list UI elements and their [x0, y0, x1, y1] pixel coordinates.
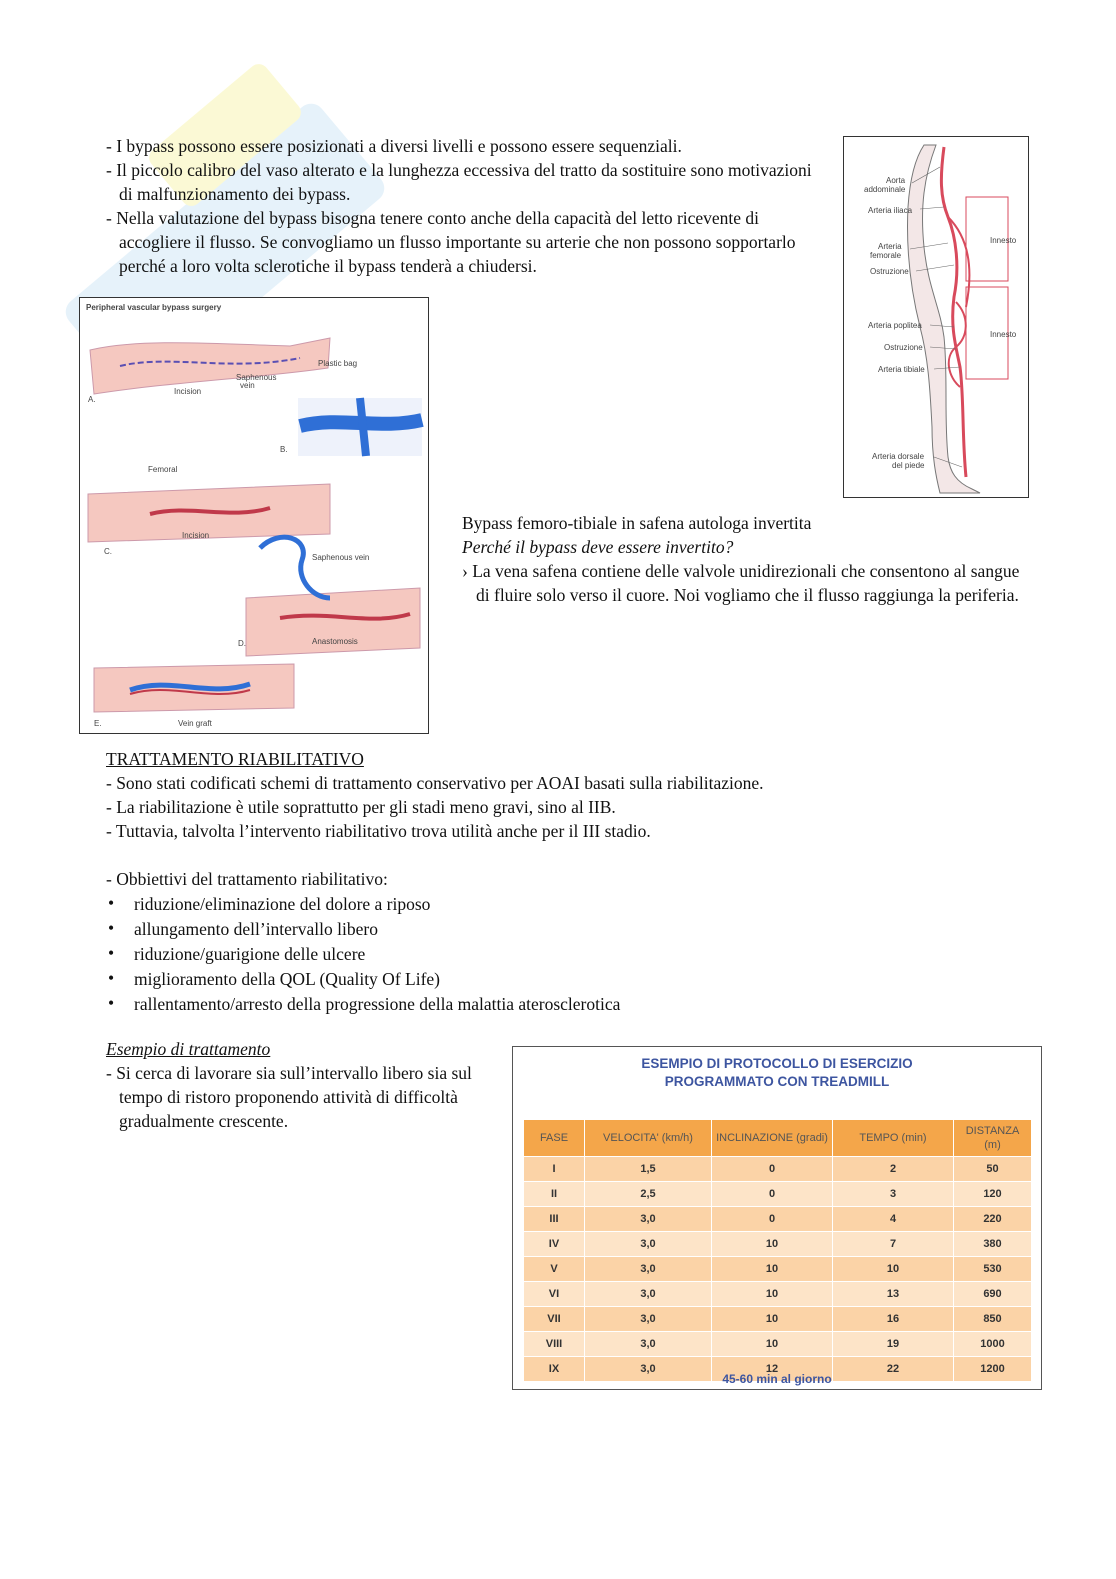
- col-header-inclinazione: INCLINAZIONE (gradi): [712, 1120, 833, 1157]
- table-cell: 10: [712, 1257, 833, 1282]
- table-cell: 3,0: [585, 1307, 712, 1332]
- objective-item: • riduzione/eliminazione del dolore a riposo: [96, 891, 926, 916]
- table-cell: 1,5: [585, 1157, 712, 1182]
- label-saphenous-2: vein: [240, 381, 255, 390]
- label-femorale-2: femorale: [870, 251, 902, 260]
- col-header-fase: FASE: [524, 1120, 585, 1157]
- col-header-distanza: DISTANZA (m): [954, 1120, 1032, 1157]
- protocol-table-figure: [512, 1046, 1042, 1390]
- example-section: [106, 1037, 486, 1133]
- table-cell: VI: [524, 1282, 585, 1307]
- objectives-intro: - Obbiettivi del trattamento riabilitativo:: [106, 869, 388, 889]
- table-cell: 0: [712, 1207, 833, 1232]
- table-row: [524, 1182, 1032, 1207]
- label-d: D.: [238, 639, 246, 648]
- label-b: B.: [280, 445, 288, 454]
- table-cell: II: [524, 1182, 585, 1207]
- table-cell: 3: [833, 1182, 954, 1207]
- surgery-caption: [462, 511, 1022, 607]
- table-cell: 1200: [954, 1357, 1032, 1382]
- table-cell: 50: [954, 1157, 1032, 1182]
- caption-title: Bypass femoro-tibiale in safena autologa invertita: [462, 513, 812, 533]
- table-row: [524, 1282, 1032, 1307]
- label-innesto-1: Innesto: [990, 236, 1017, 245]
- label-incision: Incision: [174, 387, 202, 396]
- table-cell: III: [524, 1207, 585, 1232]
- table-cell: 7: [833, 1232, 954, 1257]
- label-innesto-2: Innesto: [990, 330, 1017, 339]
- table-cell: 10: [712, 1332, 833, 1357]
- example-text: - Si cerca di lavorare sia sull’intervallo libero sia sul tempo di ristoro proponendo attività di difficoltà gradualmente crescente.: [106, 1063, 472, 1131]
- protocol-footer: 45-60 min al giorno: [722, 1372, 832, 1386]
- objective-item: • miglioramento della QOL (Quality Of Life): [96, 966, 926, 991]
- protocol-title-line2: PROGRAMMATO CON TREADMILL: [664, 1074, 890, 1089]
- table-cell: 220: [954, 1207, 1032, 1232]
- table-cell: 3,0: [585, 1257, 712, 1282]
- table-cell: 850: [954, 1307, 1032, 1332]
- label-poplitea: Arteria poplitea: [868, 321, 922, 330]
- leg-anatomy-figure: [843, 136, 1029, 498]
- protocol-title-line1: ESEMPIO DI PROTOCOLLO DI ESERCIZIO: [641, 1056, 913, 1071]
- intro-item: - Il piccolo calibro del vaso alterato e la lunghezza eccessiva del tratto da sostituire sono motivazioni di malfunzionamento dei bypass.: [106, 160, 812, 204]
- label-dorsale-2: del piede: [892, 461, 925, 470]
- col-header-tempo: TEMPO (min): [833, 1120, 954, 1157]
- table-cell: 3,0: [585, 1207, 712, 1232]
- objective-item: • rallentamento/arresto della progressione della malattia aterosclerotica: [96, 991, 926, 1016]
- intro-list: [106, 134, 816, 278]
- label-vein-graft: Vein graft: [178, 719, 212, 728]
- table-cell: IV: [524, 1232, 585, 1257]
- table-cell: 19: [833, 1332, 954, 1357]
- label-femoral: Femoral: [148, 465, 178, 474]
- label-e: E.: [94, 719, 102, 728]
- protocol-title: [513, 1055, 1041, 1091]
- rehab-heading: TRATTAMENTO RIABILITATIVO: [106, 749, 364, 769]
- table-cell: 1000: [954, 1332, 1032, 1357]
- label-ostruzione-2: Ostruzione: [884, 343, 923, 352]
- table-cell: I: [524, 1157, 585, 1182]
- label-saphenous: Saphenous: [236, 373, 277, 382]
- table-cell: 12: [712, 1357, 833, 1382]
- example-heading: Esempio di trattamento: [106, 1039, 271, 1059]
- table-cell: 3,0: [585, 1282, 712, 1307]
- table-cell: 3,0: [585, 1357, 712, 1382]
- table-cell: 22: [833, 1357, 954, 1382]
- table-cell: 120: [954, 1182, 1032, 1207]
- surgery-figure: [79, 297, 429, 734]
- table-cell: 16: [833, 1307, 954, 1332]
- table-cell: 10: [712, 1307, 833, 1332]
- intro-item: - Nella valutazione del bypass bisogna tenere conto anche della capacità del letto ricevente di accogliere il flusso. Se convogliamo un flusso importante su arterie che non possono sopportarlo perché a loro volta sclerotiche il bypass tenderà a chiudersi.: [106, 208, 796, 276]
- table-cell: 380: [954, 1232, 1032, 1257]
- protocol-table-body: [524, 1157, 1032, 1382]
- label-incision-2: Incision: [182, 531, 210, 540]
- table-cell: 2: [833, 1157, 954, 1182]
- label-femorale: Arteria: [878, 242, 902, 251]
- table-cell: 10: [833, 1257, 954, 1282]
- label-saphenous-vein: Saphenous vein: [312, 553, 370, 562]
- table-row: [524, 1257, 1032, 1282]
- surgery-title: Peripheral vascular bypass surgery: [86, 303, 222, 312]
- label-aorta-2: addominale: [864, 185, 906, 194]
- table-cell: 13: [833, 1282, 954, 1307]
- table-cell: VIII: [524, 1332, 585, 1357]
- leg-shape-a: [90, 338, 330, 394]
- table-row: [524, 1232, 1032, 1257]
- table-row: [524, 1157, 1032, 1182]
- rehab-section: [106, 747, 926, 1016]
- table-cell: 3,0: [585, 1232, 712, 1257]
- table-cell: VII: [524, 1307, 585, 1332]
- label-dorsale: Arteria dorsale: [872, 452, 925, 461]
- table-cell: 0: [712, 1182, 833, 1207]
- label-ostruzione-1: Ostruzione: [870, 267, 909, 276]
- surgery-illustration: [80, 298, 428, 733]
- label-iliaca: Arteria iliaca: [868, 206, 913, 215]
- table-cell: 530: [954, 1257, 1032, 1282]
- table-cell: 690: [954, 1282, 1032, 1307]
- protocol-table: [523, 1119, 1032, 1382]
- objective-item: • riduzione/guarigione delle ulcere: [96, 941, 926, 966]
- table-row: [524, 1207, 1032, 1232]
- label-plastic-bag: Plastic bag: [318, 359, 358, 368]
- label-anastomosis: Anastomosis: [312, 637, 358, 646]
- rehab-item: - La riabilitazione è utile soprattutto per gli stadi meno gravi, sino al IIB.: [106, 797, 616, 817]
- vein-graft-d: [260, 537, 330, 598]
- table-cell: 2,5: [585, 1182, 712, 1207]
- table-cell: 4: [833, 1207, 954, 1232]
- table-row: [524, 1332, 1032, 1357]
- table-cell: V: [524, 1257, 585, 1282]
- rehab-item: - Tuttavia, talvolta l’intervento riabilitativo trova utilità anche per il III stadio.: [106, 821, 651, 841]
- table-cell: 10: [712, 1232, 833, 1257]
- objective-item: • allungamento dell’intervallo libero: [96, 916, 926, 941]
- caption-question: Perché il bypass deve essere invertito?: [462, 537, 734, 557]
- table-cell: 0: [712, 1157, 833, 1182]
- table-cell: IX: [524, 1357, 585, 1382]
- col-header-velocita: VELOCITA' (km/h): [585, 1120, 712, 1157]
- label-aorta: Aorta: [886, 176, 906, 185]
- table-cell: 3,0: [585, 1332, 712, 1357]
- intro-item: - I bypass possono essere posizionati a diversi livelli e possono essere sequenziali.: [106, 136, 682, 156]
- label-a: A.: [88, 395, 96, 404]
- objectives-list: [96, 891, 926, 1016]
- caption-answer: › La vena safena contiene delle valvole unidirezionali che consentono al sangue di fluire solo verso il cuore. Noi vogliamo che il flusso raggiunga la periferia.: [462, 561, 1020, 605]
- table-cell: 10: [712, 1282, 833, 1307]
- leg-anatomy-illustration: [844, 137, 1028, 497]
- rehab-item: - Sono stati codificati schemi di trattamento conservativo per AOAI basati sulla riabilitazione.: [106, 773, 764, 793]
- label-tibiale: Arteria tibiale: [878, 365, 925, 374]
- label-c: C.: [104, 547, 112, 556]
- table-row: [524, 1307, 1032, 1332]
